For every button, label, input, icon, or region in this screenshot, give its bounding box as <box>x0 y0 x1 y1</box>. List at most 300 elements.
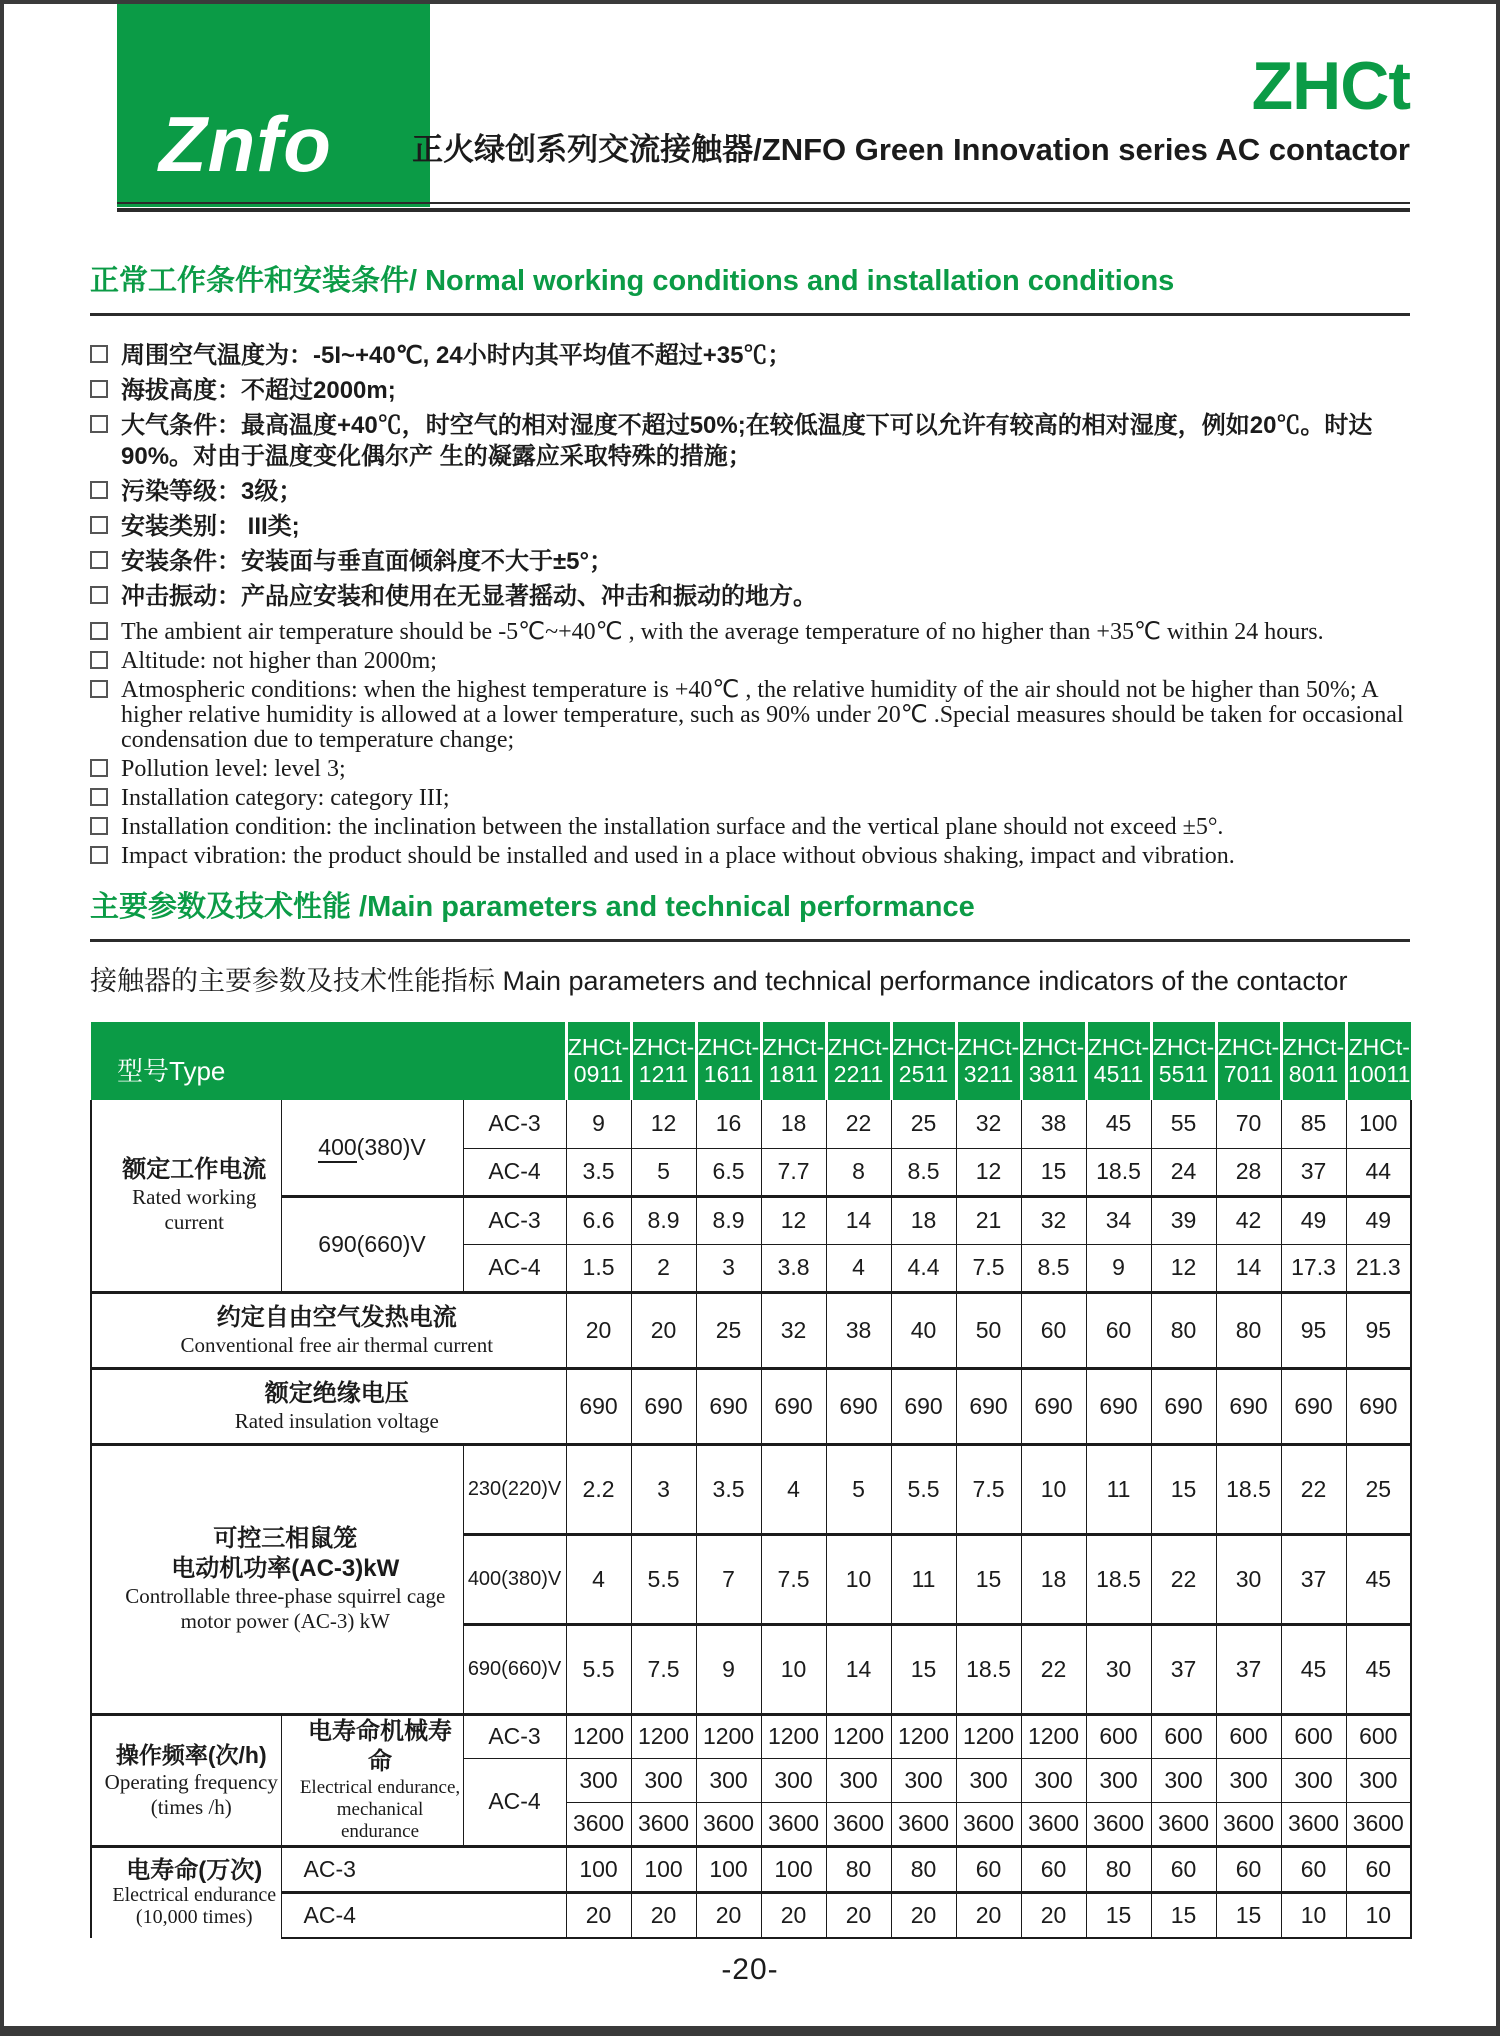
condition-item <box>90 546 1410 577</box>
value-cell: 690 <box>1021 1368 1086 1444</box>
value-cell: 18.5 <box>1216 1444 1281 1534</box>
table-row <box>91 1846 1411 1892</box>
model-prefix: ZHCt- <box>957 1034 1020 1060</box>
value-cell: 44 <box>1346 1148 1411 1196</box>
value-cell: 80 <box>826 1846 891 1892</box>
value-cell: 38 <box>1021 1100 1086 1148</box>
value-cell: 5.5 <box>891 1444 956 1534</box>
value-cell: 55 <box>1151 1100 1216 1148</box>
value-cell: 100 <box>566 1846 631 1892</box>
utilization-category-cell: AC-4 <box>463 1148 566 1196</box>
utilization-category-cell: AC-3 <box>463 1100 566 1148</box>
condition-text: Installation category: category III; <box>121 785 450 811</box>
value-cell: 2 <box>631 1244 696 1292</box>
header-rule <box>117 202 1410 212</box>
value-cell: 300 <box>891 1758 956 1802</box>
condition-item <box>90 340 1410 371</box>
value-cell: 80 <box>1151 1292 1216 1368</box>
value-cell: 60 <box>1281 1846 1346 1892</box>
model-column-header <box>1151 1022 1216 1100</box>
label-en: Operating frequency (times /h) <box>104 1770 278 1819</box>
value-cell: 690 <box>826 1368 891 1444</box>
value-cell: 2.2 <box>566 1444 631 1534</box>
value-cell: 600 <box>1086 1714 1151 1758</box>
value-cell: 300 <box>1021 1758 1086 1802</box>
value-cell: 37 <box>1281 1148 1346 1196</box>
utilization-category-cell: AC-4 <box>463 1758 566 1846</box>
value-cell: 95 <box>1346 1292 1411 1368</box>
row-group-label-rated-current <box>91 1100 281 1292</box>
value-cell: 60 <box>956 1846 1021 1892</box>
value-cell: 690 <box>1346 1368 1411 1444</box>
voltage-cell-400v <box>281 1100 463 1196</box>
label-zh: 额定工作电流 <box>122 1156 267 1184</box>
condition-text: Impact vibration: the product should be installed and used in a place without obvious shaking, impact and vibration. <box>121 843 1235 869</box>
value-cell: 20 <box>566 1292 631 1368</box>
table-caption: 接触器的主要参数及技术性能指标 Main parameters and technical performance indicators of the contactor <box>90 966 1348 996</box>
section-title-conditions: 正常工作条件和安装条件/ Normal working conditions and installation conditions <box>90 265 1410 316</box>
value-cell: 15 <box>956 1534 1021 1624</box>
value-cell: 37 <box>1151 1624 1216 1714</box>
label-en: Rated working current <box>132 1185 257 1235</box>
model-column-header <box>1346 1022 1411 1100</box>
page-number: -20- <box>721 1953 779 1986</box>
label-zh: 可控三相鼠笼 <box>213 1525 358 1552</box>
value-cell: 690 <box>631 1368 696 1444</box>
checkbox-icon <box>90 415 108 433</box>
checkbox-icon <box>90 846 108 864</box>
table-row <box>91 1292 1411 1368</box>
value-cell: 3600 <box>631 1802 696 1846</box>
condition-item <box>90 844 1410 869</box>
value-cell: 15 <box>1021 1148 1086 1196</box>
value-cell: 22 <box>1151 1534 1216 1624</box>
value-cell: 600 <box>1216 1714 1281 1758</box>
row-group-label-electrical-endurance <box>91 1846 281 1938</box>
value-cell: 15 <box>1151 1892 1216 1938</box>
checkbox-icon <box>90 651 108 669</box>
value-cell: 21.3 <box>1346 1244 1411 1292</box>
value-cell: 16 <box>696 1100 761 1148</box>
value-cell: 300 <box>1216 1758 1281 1802</box>
value-cell: 49 <box>1346 1196 1411 1244</box>
label-en: motor power (AC-3) kW <box>180 1609 390 1633</box>
value-cell: 8 <box>826 1148 891 1196</box>
table-row <box>91 1892 1411 1938</box>
value-cell: 3.5 <box>566 1148 631 1196</box>
table-header-row <box>91 1022 1411 1100</box>
voltage-cell-400v: 400(380)V <box>463 1534 566 1624</box>
condition-item <box>90 476 1410 507</box>
value-cell: 10 <box>1281 1892 1346 1938</box>
condition-text: The ambient air temperature should be -5℃~+40℃ , with the average temperature of no higher than +35℃ within 24 hours. <box>121 619 1324 645</box>
value-cell: 22 <box>826 1100 891 1148</box>
label-en: Controllable three-phase squirrel cage <box>125 1584 446 1608</box>
model-column-header <box>761 1022 826 1100</box>
value-cell: 3600 <box>1021 1802 1086 1846</box>
page-header <box>90 0 1410 215</box>
value-cell: 1200 <box>1021 1714 1086 1758</box>
value-cell: 9 <box>566 1100 631 1148</box>
value-cell: 100 <box>631 1846 696 1892</box>
model-prefix: ZHCt- <box>567 1034 630 1060</box>
value-cell: 18 <box>761 1100 826 1148</box>
value-cell: 8.9 <box>631 1196 696 1244</box>
value-cell: 50 <box>956 1292 1021 1368</box>
value-cell: 20 <box>956 1892 1021 1938</box>
value-cell: 690 <box>1086 1368 1151 1444</box>
value-cell: 20 <box>1021 1892 1086 1938</box>
value-cell: 20 <box>631 1292 696 1368</box>
value-cell: 7.5 <box>761 1534 826 1624</box>
model-number: 2211 <box>833 1061 884 1087</box>
value-cell: 37 <box>1281 1534 1346 1624</box>
value-cell: 1200 <box>761 1714 826 1758</box>
value-cell: 3600 <box>761 1802 826 1846</box>
value-cell: 300 <box>631 1758 696 1802</box>
value-cell: 12 <box>631 1100 696 1148</box>
checkbox-icon <box>90 680 108 698</box>
value-cell: 28 <box>1216 1148 1281 1196</box>
value-cell: 60 <box>1021 1846 1086 1892</box>
value-cell: 20 <box>826 1892 891 1938</box>
value-cell: 37 <box>1216 1624 1281 1714</box>
model-prefix: ZHCt- <box>892 1034 955 1060</box>
voltage-cell-230v: 230(220)V <box>463 1444 566 1534</box>
condition-text: 污染等级：3级； <box>121 478 303 505</box>
value-cell: 10 <box>1021 1444 1086 1534</box>
voltage-cell-690v: 690(660)V <box>463 1624 566 1714</box>
value-cell: 4.4 <box>891 1244 956 1292</box>
row-group-label-insulation-voltage <box>91 1368 566 1444</box>
value-cell: 45 <box>1346 1534 1411 1624</box>
model-column-header <box>956 1022 1021 1100</box>
value-cell: 60 <box>1021 1292 1086 1368</box>
value-cell: 3600 <box>1216 1802 1281 1846</box>
utilization-category-cell: AC-3 <box>463 1714 566 1758</box>
value-cell: 14 <box>826 1624 891 1714</box>
value-cell: 690 <box>1281 1368 1346 1444</box>
checkbox-icon <box>90 759 108 777</box>
table-row <box>91 1444 1411 1534</box>
value-cell: 690 <box>1151 1368 1216 1444</box>
model-number: 1811 <box>768 1061 819 1087</box>
model-number: 3211 <box>963 1061 1014 1087</box>
value-cell: 1.5 <box>566 1244 631 1292</box>
value-cell: 300 <box>1086 1758 1151 1802</box>
value-cell: 300 <box>566 1758 631 1802</box>
value-cell: 15 <box>1151 1444 1216 1534</box>
condition-text: Altitude: not higher than 2000m; <box>121 648 437 674</box>
value-cell: 14 <box>1216 1244 1281 1292</box>
value-cell: 11 <box>1086 1444 1151 1534</box>
value-cell: 690 <box>891 1368 956 1444</box>
value-cell: 80 <box>1216 1292 1281 1368</box>
value-cell: 3600 <box>891 1802 956 1846</box>
value-cell: 6.6 <box>566 1196 631 1244</box>
value-cell: 7.5 <box>956 1444 1021 1534</box>
value-cell: 20 <box>566 1892 631 1938</box>
value-cell: 60 <box>1346 1846 1411 1892</box>
model-number: 1611 <box>703 1061 754 1087</box>
value-cell: 85 <box>1281 1100 1346 1148</box>
value-cell: 30 <box>1216 1534 1281 1624</box>
model-prefix: ZHCt- <box>697 1034 760 1060</box>
row-group-label-motor-power <box>91 1444 463 1714</box>
model-column-header <box>696 1022 761 1100</box>
value-cell: 45 <box>1281 1624 1346 1714</box>
value-cell: 600 <box>1281 1714 1346 1758</box>
condition-item <box>90 375 1410 406</box>
row-group-label-operating-frequency <box>91 1714 281 1846</box>
value-cell: 600 <box>1346 1714 1411 1758</box>
value-cell: 20 <box>761 1892 826 1938</box>
brand-logo <box>117 4 430 207</box>
value-cell: 5 <box>826 1444 891 1534</box>
value-cell: 7.5 <box>956 1244 1021 1292</box>
checkbox-icon <box>90 345 108 363</box>
value-cell: 3600 <box>826 1802 891 1846</box>
value-cell: 24 <box>1151 1148 1216 1196</box>
voltage-rest: (380)V <box>356 1133 426 1160</box>
value-cell: 70 <box>1216 1100 1281 1148</box>
value-cell: 9 <box>696 1624 761 1714</box>
model-prefix: ZHCt- <box>1087 1034 1150 1060</box>
label-en: Rated insulation voltage <box>234 1408 439 1433</box>
value-cell: 12 <box>956 1148 1021 1196</box>
checkbox-icon <box>90 481 108 499</box>
product-code: ZHCt <box>1251 48 1410 124</box>
value-cell: 300 <box>696 1758 761 1802</box>
value-cell: 20 <box>891 1892 956 1938</box>
condition-item <box>90 757 1410 782</box>
value-cell: 8.5 <box>891 1148 956 1196</box>
value-cell: 4 <box>566 1534 631 1624</box>
label-zh: 操作频率(次/h) <box>115 1742 267 1768</box>
value-cell: 34 <box>1086 1196 1151 1244</box>
model-number: 10011 <box>1348 1061 1411 1087</box>
value-cell: 300 <box>1281 1758 1346 1802</box>
value-cell: 300 <box>761 1758 826 1802</box>
value-cell: 60 <box>1216 1846 1281 1892</box>
parameters-table <box>90 1022 1412 1939</box>
value-cell: 1200 <box>696 1714 761 1758</box>
conditions-list-zh <box>90 340 1410 612</box>
value-cell: 32 <box>956 1100 1021 1148</box>
value-cell: 3600 <box>1346 1802 1411 1846</box>
model-column-header <box>1281 1022 1346 1100</box>
model-number: 4511 <box>1093 1061 1144 1087</box>
value-cell: 10 <box>761 1624 826 1714</box>
model-prefix: ZHCt- <box>1282 1034 1345 1060</box>
utilization-category-cell: AC-4 <box>463 1244 566 1292</box>
header-subtitle: 正火绿创系列交流接触器/ZNFO Green Innovation series AC contactor <box>412 132 1410 167</box>
value-cell: 32 <box>1021 1196 1086 1244</box>
value-cell: 17.3 <box>1281 1244 1346 1292</box>
value-cell: 3600 <box>1151 1802 1216 1846</box>
checkbox-icon <box>90 788 108 806</box>
value-cell: 690 <box>566 1368 631 1444</box>
value-cell: 300 <box>956 1758 1021 1802</box>
condition-item <box>90 649 1410 674</box>
value-cell: 18 <box>891 1196 956 1244</box>
value-cell: 7.7 <box>761 1148 826 1196</box>
label-zh: 电动机功率(AC-3)kW <box>171 1555 400 1582</box>
value-cell: 3600 <box>1086 1802 1151 1846</box>
condition-text: Installation condition: the inclination between the installation surface and the vertical plane should not exceed ±5°. <box>121 814 1224 840</box>
label-en: Electrical endurance (10,000 times) <box>112 1883 277 1928</box>
value-cell: 100 <box>761 1846 826 1892</box>
value-cell: 45 <box>1346 1624 1411 1714</box>
value-cell: 8.9 <box>696 1196 761 1244</box>
model-prefix: ZHCt- <box>827 1034 890 1060</box>
value-cell: 22 <box>1021 1624 1086 1714</box>
value-cell: 32 <box>761 1292 826 1368</box>
label-en: Conventional free air thermal current <box>180 1332 494 1357</box>
value-cell: 42 <box>1216 1196 1281 1244</box>
value-cell: 20 <box>631 1892 696 1938</box>
model-column-header <box>566 1022 631 1100</box>
value-cell: 30 <box>1086 1624 1151 1714</box>
value-cell: 18.5 <box>956 1624 1021 1714</box>
value-cell: 20 <box>696 1892 761 1938</box>
value-cell: 18 <box>1021 1534 1086 1624</box>
value-cell: 40 <box>891 1292 956 1368</box>
model-column-header <box>1021 1022 1086 1100</box>
value-cell: 39 <box>1151 1196 1216 1244</box>
checkbox-icon <box>90 586 108 604</box>
value-cell: 3600 <box>956 1802 1021 1846</box>
value-cell: 60 <box>1151 1846 1216 1892</box>
condition-text: 周围空气温度为：-5I~+40℃, 24小时内其平均值不超过+35℃； <box>121 342 792 369</box>
value-cell: 690 <box>1216 1368 1281 1444</box>
model-column-header <box>826 1022 891 1100</box>
value-cell: 22 <box>1281 1444 1346 1534</box>
checkbox-icon <box>90 817 108 835</box>
table-row <box>91 1196 1411 1244</box>
condition-text: 安装条件：安装面与垂直面倾斜度不大于±5°； <box>121 548 614 575</box>
model-column-header <box>1216 1022 1281 1100</box>
value-cell: 4 <box>761 1444 826 1534</box>
model-prefix: ZHCt- <box>762 1034 825 1060</box>
checkbox-icon <box>90 622 108 640</box>
model-number: 2511 <box>898 1061 949 1087</box>
value-cell: 4 <box>826 1244 891 1292</box>
condition-text: 海拔高度：不超过2000m; <box>121 377 396 404</box>
value-cell: 100 <box>696 1846 761 1892</box>
value-cell: 5 <box>631 1148 696 1196</box>
value-cell: 3600 <box>696 1802 761 1846</box>
value-cell: 18.5 <box>1086 1534 1151 1624</box>
utilization-category-cell: AC-4 <box>281 1892 566 1938</box>
utilization-category-cell: AC-3 <box>463 1196 566 1244</box>
voltage-cell-690v: 690(660)V <box>281 1196 463 1292</box>
value-cell: 3 <box>631 1444 696 1534</box>
table-row <box>91 1714 1411 1758</box>
condition-item <box>90 786 1410 811</box>
value-cell: 300 <box>1151 1758 1216 1802</box>
value-cell: 15 <box>1216 1892 1281 1938</box>
value-cell: 25 <box>891 1100 956 1148</box>
condition-text: 安装类别： III类; <box>121 513 300 540</box>
condition-text: 大气条件：最高温度+40℃，时空气的相对湿度不超过50%;在较低温度下可以允许有较高的相对湿度，例如20℃。时达90%。对由于温度变化偶尔产 生的凝露应采取特殊的措施； <box>121 412 1373 470</box>
value-cell: 11 <box>891 1534 956 1624</box>
value-cell: 10 <box>826 1534 891 1624</box>
checkbox-icon <box>90 380 108 398</box>
value-cell: 1200 <box>826 1714 891 1758</box>
value-cell: 300 <box>1346 1758 1411 1802</box>
checkbox-icon <box>90 551 108 569</box>
label-zh: 约定自由空气发热电流 <box>216 1303 457 1331</box>
value-cell: 3600 <box>1281 1802 1346 1846</box>
value-cell: 15 <box>891 1624 956 1714</box>
condition-text: Atmospheric conditions: when the highest temperature is +40℃ , the relative humidity of the air should not be higher than 50%; A higher relative humidity is allowed at a lower temperature, such as 90% under 20℃ .Special measures should be taken for occasional condensation due to temperature change; <box>121 677 1404 753</box>
value-cell: 60 <box>1086 1292 1151 1368</box>
value-cell: 95 <box>1281 1292 1346 1368</box>
endurance-sublabel <box>281 1714 463 1846</box>
table-row <box>91 1368 1411 1444</box>
value-cell: 25 <box>1346 1444 1411 1534</box>
type-header-cell: 型号Type <box>117 1055 226 1086</box>
condition-item <box>90 678 1410 753</box>
condition-item <box>90 620 1410 645</box>
value-cell: 1200 <box>891 1714 956 1758</box>
value-cell: 38 <box>826 1292 891 1368</box>
voltage-underlined: 400 <box>318 1134 356 1163</box>
condition-text: 冲击振动：产品应安装和使用在无显著摇动、冲击和振动的地方。 <box>121 583 817 610</box>
value-cell: 3 <box>696 1244 761 1292</box>
model-number: 1211 <box>638 1061 689 1087</box>
logo-text: Znfo <box>159 100 332 188</box>
condition-item <box>90 581 1410 612</box>
label-zh: 电寿命(万次) <box>126 1856 263 1884</box>
condition-item <box>90 815 1410 840</box>
value-cell: 1200 <box>956 1714 1021 1758</box>
condition-item <box>90 410 1410 472</box>
model-number: 8011 <box>1288 1061 1339 1087</box>
value-cell: 5.5 <box>631 1534 696 1624</box>
value-cell: 6.5 <box>696 1148 761 1196</box>
model-column-header <box>891 1022 956 1100</box>
value-cell: 5.5 <box>566 1624 631 1714</box>
value-cell: 25 <box>696 1292 761 1368</box>
label-en: Electrical endurance, mechanical endurance <box>299 1777 461 1842</box>
condition-text: Pollution level: level 3; <box>121 756 346 782</box>
value-cell: 12 <box>761 1196 826 1244</box>
label-zh: 电寿命机械寿命 <box>308 1718 452 1775</box>
value-cell: 10 <box>1346 1892 1411 1938</box>
value-cell: 9 <box>1086 1244 1151 1292</box>
model-prefix: ZHCt- <box>1217 1034 1280 1060</box>
value-cell: 80 <box>1086 1846 1151 1892</box>
model-column-header <box>1086 1022 1151 1100</box>
value-cell: 18.5 <box>1086 1148 1151 1196</box>
value-cell: 3600 <box>566 1802 631 1846</box>
value-cell: 100 <box>1346 1100 1411 1148</box>
model-number: 7011 <box>1223 1061 1274 1087</box>
model-number: 0911 <box>573 1061 624 1087</box>
value-cell: 3.5 <box>696 1444 761 1534</box>
value-cell: 80 <box>891 1846 956 1892</box>
page-content <box>90 265 1410 1987</box>
value-cell: 15 <box>1086 1892 1151 1938</box>
value-cell: 12 <box>1151 1244 1216 1292</box>
value-cell: 600 <box>1151 1714 1216 1758</box>
model-column-header <box>631 1022 696 1100</box>
value-cell: 21 <box>956 1196 1021 1244</box>
value-cell: 3.8 <box>761 1244 826 1292</box>
value-cell: 8.5 <box>1021 1244 1086 1292</box>
